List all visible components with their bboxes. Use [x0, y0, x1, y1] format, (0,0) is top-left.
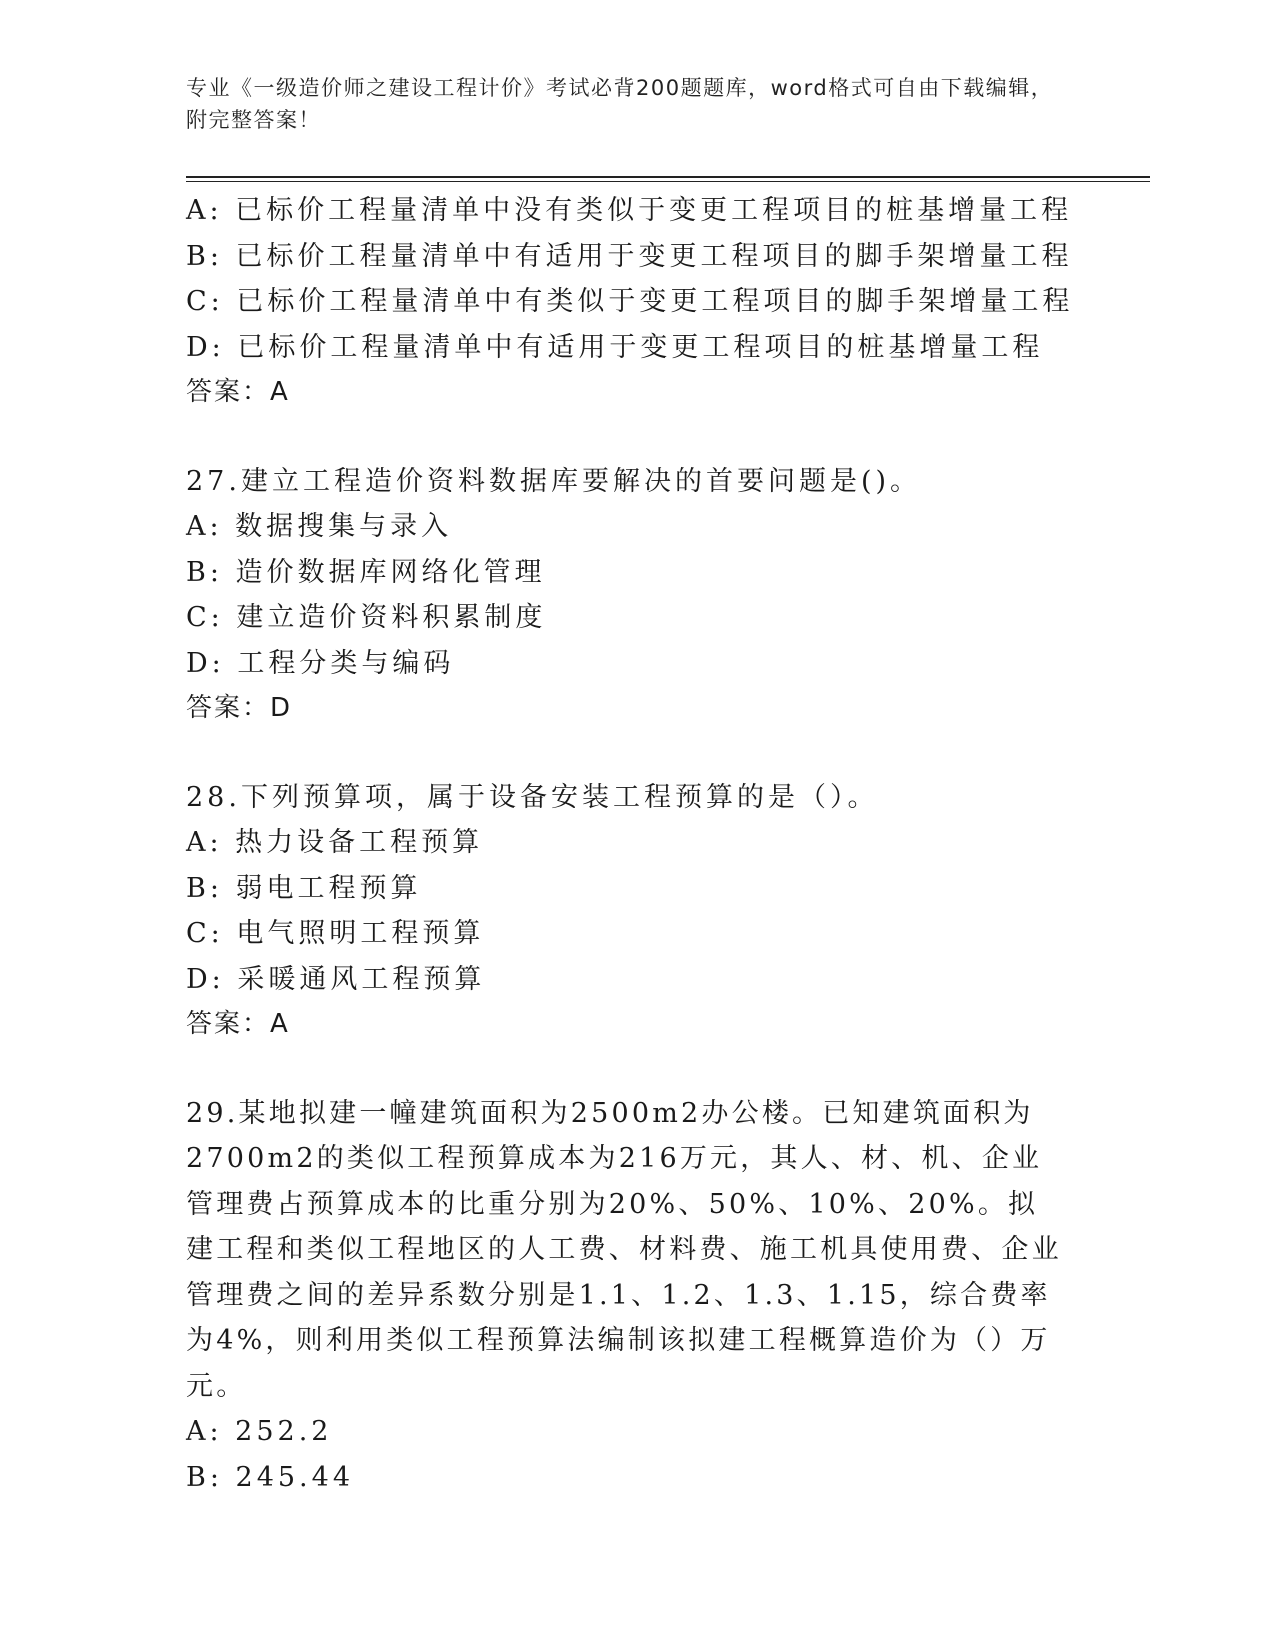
question-text: 27.建立工程造价资料数据库要解决的首要问题是()。 — [186, 465, 922, 497]
answer: 答案：A — [186, 1009, 290, 1039]
option-a: A: 热力设备工程预算 — [186, 827, 484, 858]
spacer — [186, 732, 1086, 775]
question-26 — [186, 188, 1086, 416]
option-d: D: 采暖通风工程预算 — [186, 963, 486, 995]
option-b: B: 弱电工程预算 — [186, 872, 422, 904]
option-a: A: 数据搜集与录入 — [186, 511, 453, 542]
question-27 — [186, 459, 1086, 732]
header-divider-thin — [186, 181, 1150, 182]
answer: 答案：A — [186, 377, 290, 407]
option-a: A: 已标价工程量清单中没有类似于变更工程项目的桩基增量工程 — [186, 195, 1073, 226]
question-list — [186, 188, 1086, 1500]
header-divider-thick — [186, 176, 1150, 178]
question-text: 29.某地拟建一幢建筑面积为2500m2办公楼。已知建筑面积为2700m2的类似工程预算成本为216万元，其人、材、机、企业管理费占预算成本的比重分别为20%、50%、10%、20%。拟建工程和类似工程地区的人工费、材料费、施工机具使用费、企业管理费之间的差异系数分别是1.1、1.2、1.3、1.15，综合费率为4%，则利用类似工程预算法编制该拟建工程概算造价为（）万元。 — [186, 1097, 1062, 1402]
option-c: C: 电气照明工程预算 — [186, 918, 485, 949]
option-c: C: 建立造价资料积累制度 — [186, 602, 547, 633]
option-d: D: 已标价工程量清单中有适用于变更工程项目的桩基增量工程 — [186, 331, 1044, 363]
question-text: 28.下列预算项，属于设备安装工程预算的是（）。 — [186, 781, 879, 813]
option-b: B: 已标价工程量清单中有适用于变更工程项目的脚手架增量工程 — [186, 240, 1073, 272]
option-b: B: 造价数据库网络化管理 — [186, 556, 546, 588]
option-b: B: 245.44 — [186, 1461, 354, 1493]
option-d: D: 工程分类与编码 — [186, 647, 455, 679]
spacer — [186, 1048, 1086, 1091]
question-28 — [186, 775, 1086, 1048]
option-a: A: 252.2 — [186, 1416, 333, 1447]
spacer — [186, 416, 1086, 459]
option-c: C: 已标价工程量清单中有类似于变更工程项目的脚手架增量工程 — [186, 286, 1074, 317]
document-header: 专业《一级造价师之建设工程计价》考试必背200题题库，word格式可自由下载编辑，附完整答案！ — [186, 76, 1054, 132]
question-29 — [186, 1091, 1086, 1501]
answer: 答案：D — [186, 693, 293, 723]
